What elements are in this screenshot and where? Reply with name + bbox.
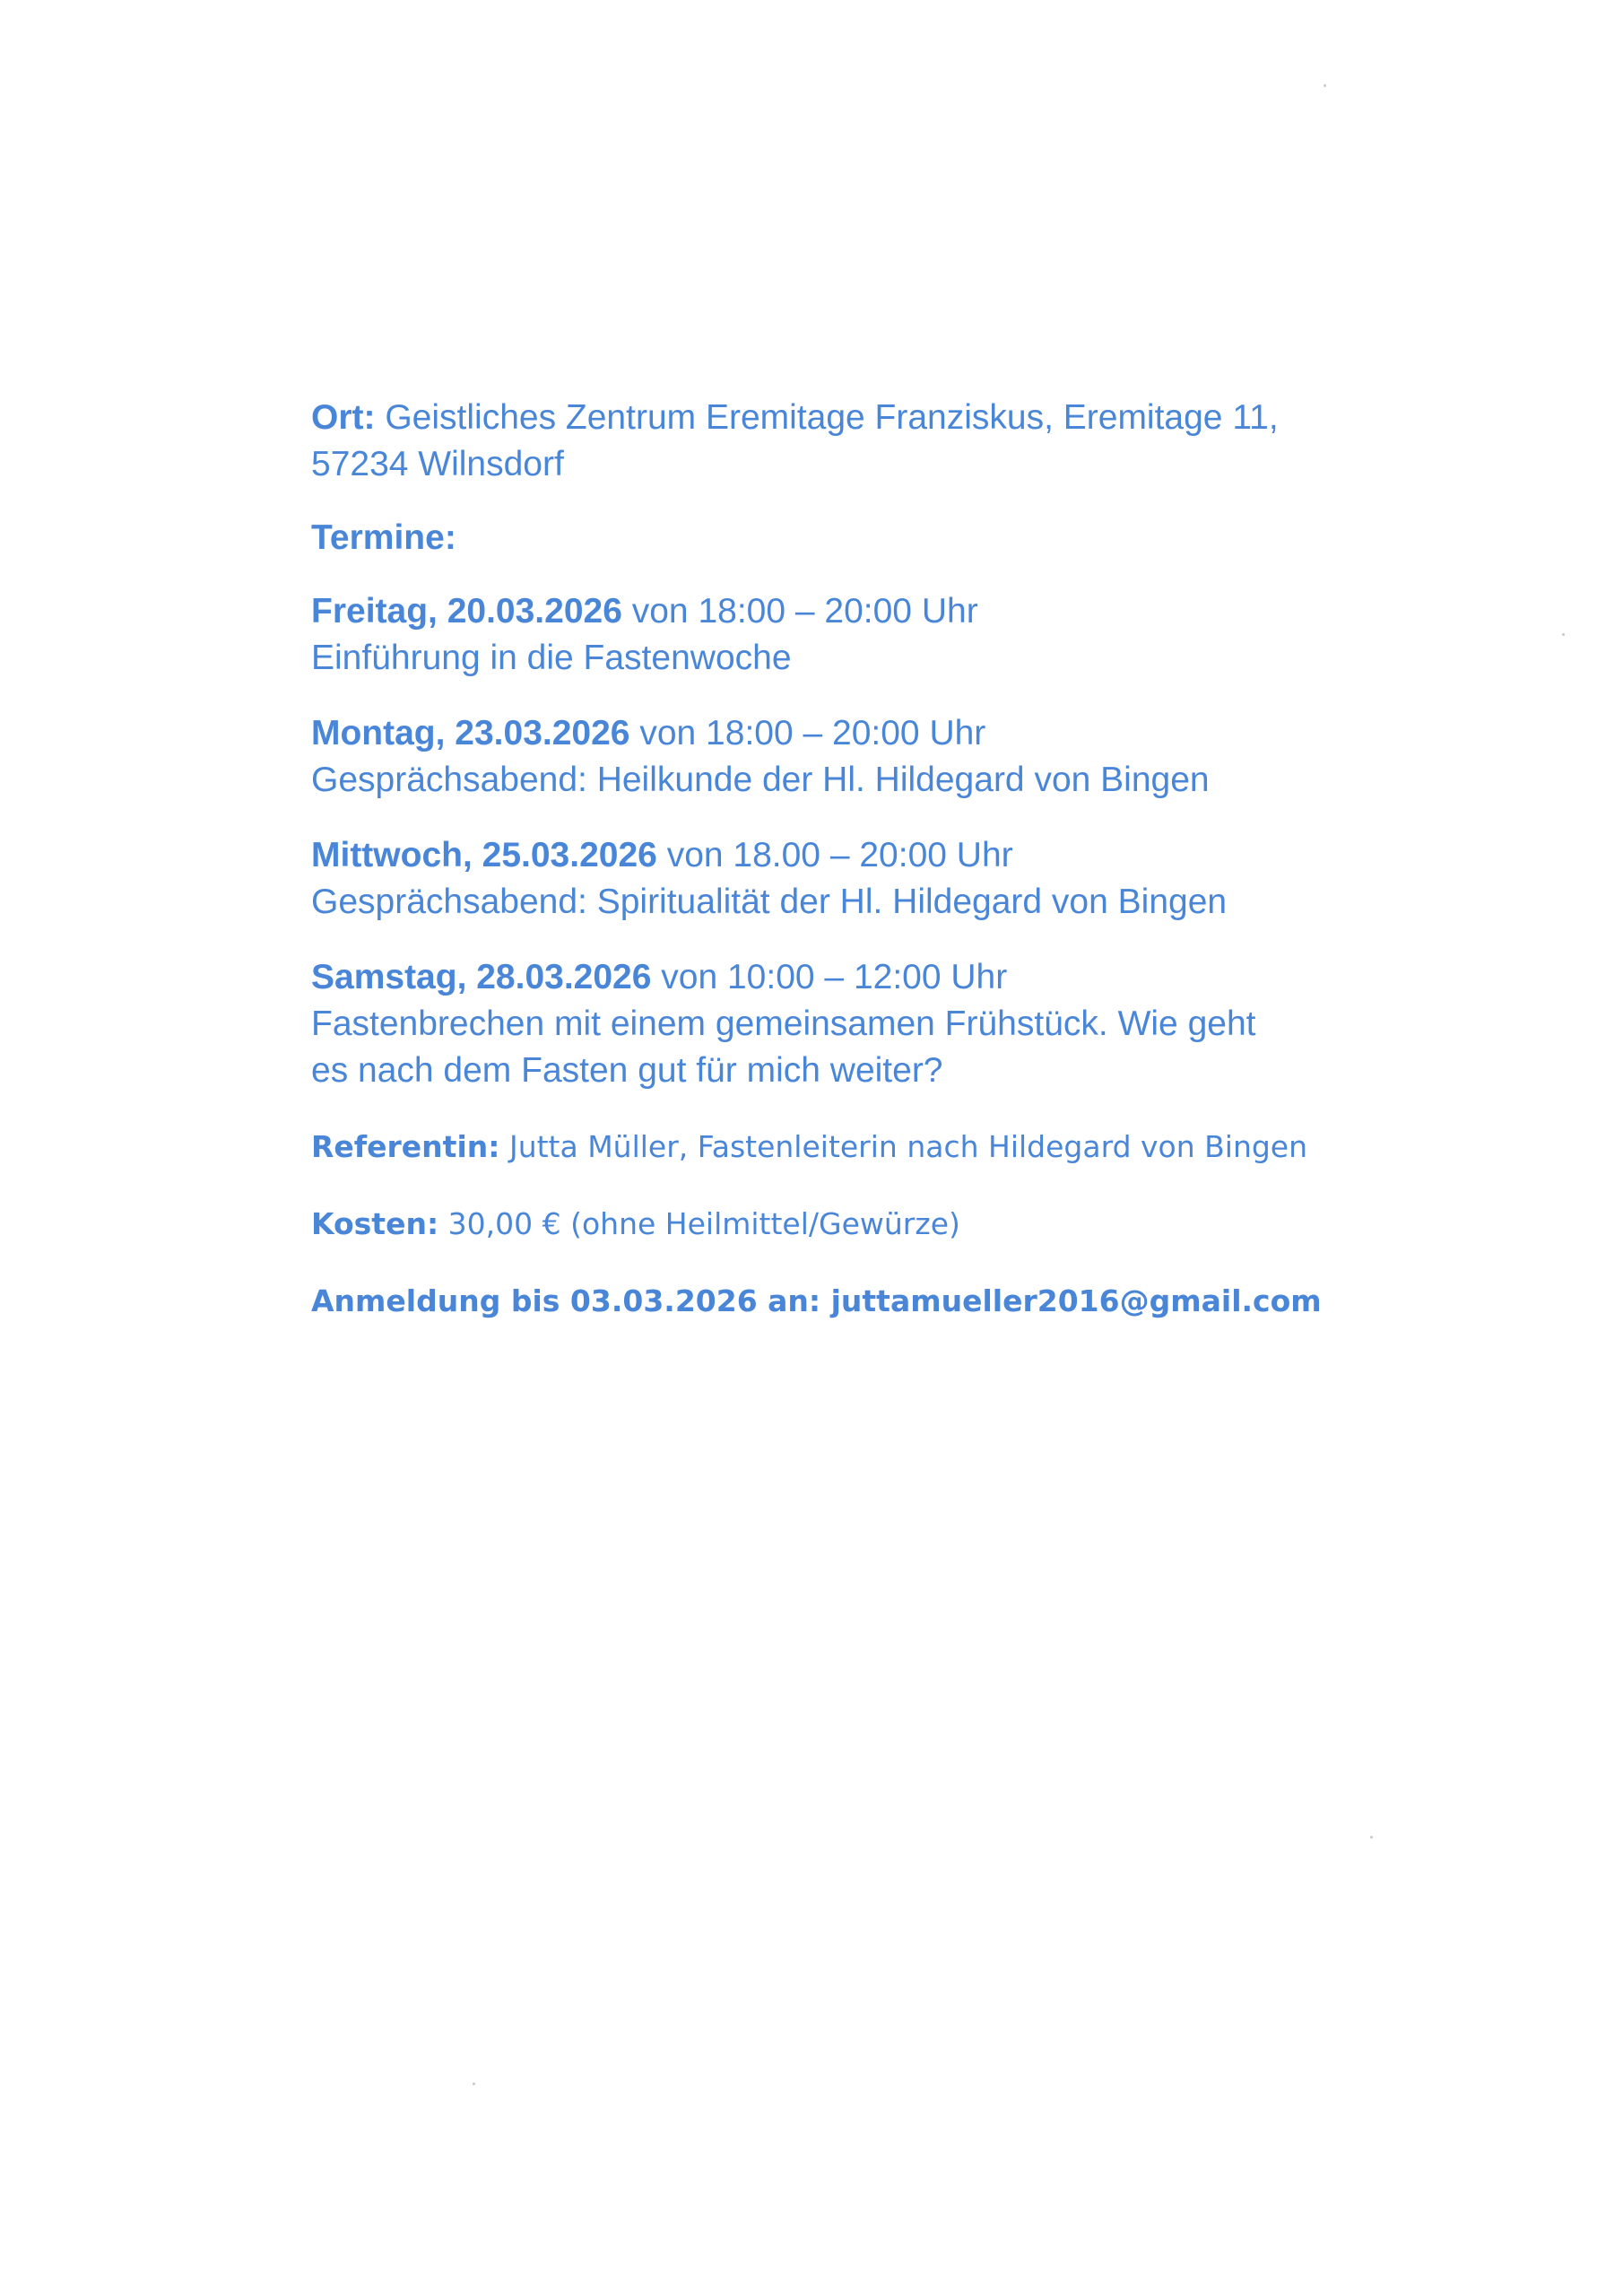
scan-speck: [1370, 1836, 1373, 1839]
event-date-line: [311, 710, 1351, 757]
event-day: Mittwoch, 25.03.2026: [311, 836, 657, 874]
event-time: von 18:00 – 20:00 Uhr: [639, 714, 986, 752]
location-text: Geistliches Zentrum Eremitage Franziskus, Eremitage 11,: [385, 398, 1279, 437]
scan-speck: [1562, 633, 1565, 636]
speaker-text: Jutta Müller, Fastenleiterin nach Hildegard von Bingen: [508, 1129, 1308, 1164]
dates-heading: Termine:: [311, 518, 456, 557]
event-item: [311, 954, 1351, 1094]
scan-speck: [1324, 84, 1326, 87]
event-item: [311, 710, 1351, 804]
flyer-content: [311, 395, 1351, 1322]
event-time: von 10:00 – 12:00 Uhr: [661, 958, 1008, 996]
event-item: [311, 832, 1351, 926]
event-time: von 18:00 – 20:00 Uhr: [631, 592, 978, 631]
event-date-line: [311, 588, 1351, 635]
event-title: Gesprächsabend: Spiritualität der Hl. Hildegard von Bingen: [311, 883, 1228, 921]
event-title: Gesprächsabend: Heilkunde der Hl. Hildegard von Bingen: [311, 761, 1210, 799]
event-time: von 18.00 – 20:00 Uhr: [666, 836, 1013, 874]
speaker-label: Referentin:: [311, 1129, 500, 1164]
location-line-2: 57234 Wilnsdorf: [311, 445, 564, 483]
event-item: [311, 588, 1351, 682]
location-block: [311, 395, 1351, 488]
location-line-1: [311, 395, 1351, 441]
event-day: Samstag, 28.03.2026: [311, 958, 652, 996]
event-day: Montag, 23.03.2026: [311, 714, 630, 752]
event-title: Fastenbrechen mit einem gemeinsamen Frühstück. Wie geht: [311, 1004, 1256, 1043]
event-title-continued: es nach dem Fasten gut für mich weiter?: [311, 1051, 943, 1090]
event-date-line: [311, 832, 1351, 879]
event-date-line: [311, 954, 1351, 1001]
event-day: Freitag, 20.03.2026: [311, 592, 622, 631]
cost-text: 30,00 € (ohne Heilmittel/Gewürze): [447, 1206, 960, 1241]
event-title: Einführung in die Fastenwoche: [311, 639, 792, 677]
speaker-line: [311, 1126, 1351, 1168]
cost-label: Kosten:: [311, 1206, 439, 1241]
cost-line: [311, 1204, 1351, 1245]
location-label: Ort:: [311, 398, 376, 437]
scan-speck: [473, 2083, 475, 2085]
registration-line: Anmeldung bis 03.03.2026 an: juttamueller2016@gmail.com: [311, 1283, 1322, 1318]
